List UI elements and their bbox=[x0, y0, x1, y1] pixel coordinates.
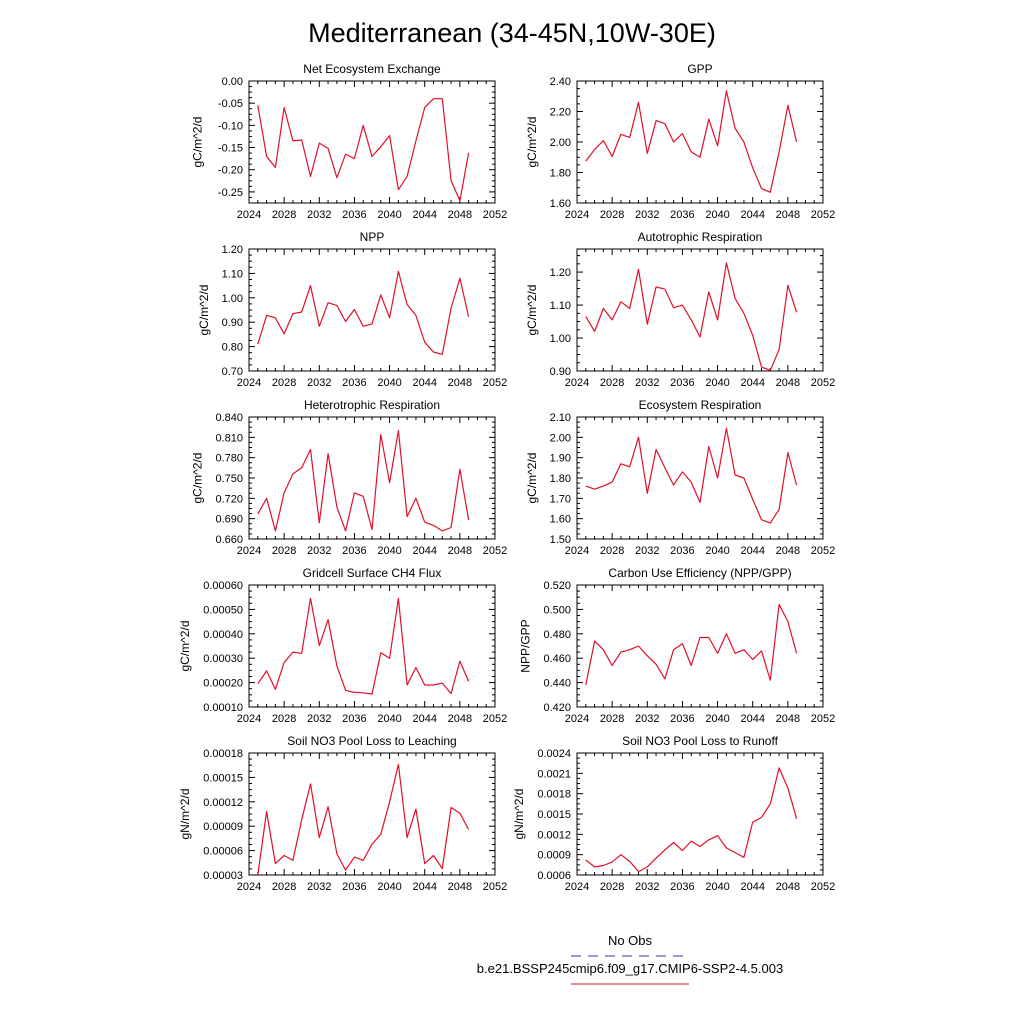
x-tick-label: 2040 bbox=[705, 713, 730, 725]
x-tick-label: 2024 bbox=[236, 713, 262, 725]
y-tick-label: 0.0015 bbox=[537, 809, 571, 821]
x-tick-label: 2032 bbox=[307, 377, 332, 389]
y-axis-label: gC/m^2/d bbox=[190, 452, 205, 504]
x-tick-label: 2036 bbox=[670, 713, 695, 725]
y-tick-label: -0.05 bbox=[217, 98, 243, 111]
x-tick-label: 2028 bbox=[271, 545, 297, 557]
chart-panel-8 bbox=[519, 566, 836, 725]
x-tick-label: 2052 bbox=[482, 209, 508, 221]
x-tick-label: 2052 bbox=[482, 713, 508, 725]
x-tick-label: 2024 bbox=[236, 209, 262, 221]
x-tick-label: 2028 bbox=[599, 713, 625, 725]
x-tick-label: 2024 bbox=[236, 377, 262, 389]
chart-title: Soil NO3 Pool Loss to Leaching bbox=[287, 734, 457, 748]
y-tick-label: 0.460 bbox=[543, 653, 571, 666]
x-tick-label: 2032 bbox=[307, 545, 332, 557]
legend-obs-label: No Obs bbox=[607, 933, 653, 948]
x-tick-label: 2048 bbox=[775, 713, 801, 725]
y-tick-label: 1.20 bbox=[549, 267, 571, 280]
y-tick-label: 0.0009 bbox=[537, 849, 571, 862]
y-tick-label: 0.660 bbox=[215, 534, 243, 546]
y-tick-label: 0.520 bbox=[543, 580, 571, 592]
y-axis-label: gC/m^2/d bbox=[177, 620, 192, 672]
y-axis-label: gC/m^2/d bbox=[524, 284, 539, 336]
y-tick-label: 0.90 bbox=[221, 317, 243, 330]
y-tick-label: 0.720 bbox=[215, 493, 243, 506]
x-tick-label: 2036 bbox=[670, 209, 695, 221]
y-tick-label: 0.00050 bbox=[203, 604, 243, 617]
y-tick-label: 1.50 bbox=[549, 534, 571, 546]
x-tick-label: 2048 bbox=[775, 209, 801, 221]
x-tick-label: 2036 bbox=[670, 545, 695, 557]
y-tick-label: 0.420 bbox=[543, 702, 571, 714]
y-axis-label: gC/m^2/d bbox=[196, 284, 211, 336]
plot-frame bbox=[577, 81, 823, 203]
y-tick-label: 1.80 bbox=[549, 473, 571, 485]
chart-panel-7 bbox=[178, 566, 507, 725]
y-tick-label: 0.0018 bbox=[537, 788, 571, 801]
y-axis-label: gC/m^2/d bbox=[190, 116, 205, 168]
x-tick-label: 2040 bbox=[377, 209, 402, 221]
x-tick-label: 2052 bbox=[810, 377, 836, 389]
x-tick-label: 2040 bbox=[377, 377, 402, 389]
x-tick-label: 2040 bbox=[377, 545, 402, 557]
y-tick-label: 2.00 bbox=[549, 137, 571, 149]
x-tick-label: 2028 bbox=[599, 377, 625, 389]
y-tick-label: 2.10 bbox=[549, 412, 571, 424]
chart-title: Gridcell Surface CH4 Flux bbox=[302, 566, 442, 580]
y-tick-label: 2.40 bbox=[549, 76, 571, 88]
y-tick-label: 1.70 bbox=[549, 493, 571, 506]
legend-model-label: b.e21.BSSP245cmip6.f09_g17.CMIP6-SSP2-4.5.003 bbox=[476, 961, 784, 976]
y-tick-label: 2.00 bbox=[549, 432, 571, 445]
chart-panel-5 bbox=[191, 398, 508, 557]
x-tick-label: 2044 bbox=[740, 545, 765, 557]
y-tick-label: -0.20 bbox=[217, 164, 243, 177]
x-tick-label: 2044 bbox=[412, 209, 437, 221]
y-tick-label: 0.00030 bbox=[203, 653, 243, 666]
x-tick-label: 2052 bbox=[810, 209, 836, 221]
y-tick-label: 0.00009 bbox=[203, 821, 243, 834]
chart-panel-6 bbox=[525, 398, 835, 557]
x-tick-label: 2028 bbox=[599, 209, 625, 221]
chart-panel-2 bbox=[525, 62, 835, 221]
series-line bbox=[258, 598, 469, 694]
plot-frame bbox=[577, 585, 823, 707]
x-tick-label: 2036 bbox=[670, 377, 695, 389]
plot-frame bbox=[249, 81, 495, 203]
x-tick-label: 2024 bbox=[564, 209, 590, 221]
plot-frame bbox=[577, 753, 823, 875]
x-tick-label: 2040 bbox=[377, 713, 402, 725]
y-tick-label: 0.00012 bbox=[203, 796, 243, 809]
x-tick-label: 2052 bbox=[810, 545, 836, 557]
y-axis-label: gN/m^2/d bbox=[512, 788, 527, 840]
x-tick-label: 2052 bbox=[810, 881, 836, 893]
chart-panel-9 bbox=[178, 734, 507, 893]
x-tick-label: 2036 bbox=[342, 545, 367, 557]
chart-panel-10 bbox=[512, 734, 835, 893]
series-line bbox=[586, 768, 797, 872]
x-tick-label: 2048 bbox=[447, 545, 473, 557]
x-tick-label: 2024 bbox=[564, 881, 590, 893]
y-tick-label: 0.70 bbox=[221, 366, 243, 378]
x-tick-label: 2036 bbox=[342, 209, 367, 221]
y-tick-label: 0.0006 bbox=[537, 870, 571, 882]
x-tick-label: 2040 bbox=[705, 209, 730, 221]
y-tick-label: 1.10 bbox=[549, 300, 571, 313]
x-tick-label: 2028 bbox=[271, 713, 297, 725]
plot-frame bbox=[249, 585, 495, 707]
x-tick-label: 2028 bbox=[271, 881, 297, 893]
y-tick-label: 1.10 bbox=[221, 268, 243, 281]
y-tick-label: 0.0024 bbox=[537, 748, 571, 760]
chart-title: Carbon Use Efficiency (NPP/GPP) bbox=[608, 566, 792, 580]
y-tick-label: 1.60 bbox=[549, 513, 571, 526]
chart-title: Heterotrophic Respiration bbox=[303, 398, 441, 412]
y-axis-label: NPP/GPP bbox=[518, 619, 533, 673]
y-tick-label: 1.00 bbox=[221, 292, 243, 305]
series-line bbox=[258, 99, 469, 201]
series-line bbox=[258, 271, 469, 354]
y-tick-label: 0.00006 bbox=[203, 845, 243, 858]
x-tick-label: 2052 bbox=[482, 545, 508, 557]
x-tick-label: 2032 bbox=[635, 881, 660, 893]
x-tick-label: 2028 bbox=[271, 209, 297, 221]
y-tick-label: 2.20 bbox=[549, 106, 571, 119]
chart-panel-1 bbox=[191, 62, 508, 221]
x-tick-label: 2048 bbox=[447, 713, 473, 725]
y-tick-label: 0.0012 bbox=[537, 829, 571, 842]
x-tick-label: 2052 bbox=[482, 881, 508, 893]
x-tick-label: 2048 bbox=[447, 377, 473, 389]
chart-title: Net Ecosystem Exchange bbox=[303, 62, 441, 76]
y-tick-label: 0.480 bbox=[543, 628, 571, 641]
y-tick-label: 1.80 bbox=[549, 167, 571, 180]
x-tick-label: 2036 bbox=[342, 881, 367, 893]
chart-title: GPP bbox=[687, 62, 713, 76]
x-tick-label: 2048 bbox=[775, 881, 801, 893]
x-tick-label: 2032 bbox=[635, 377, 660, 389]
x-tick-label: 2036 bbox=[342, 377, 367, 389]
y-tick-label: 1.90 bbox=[549, 452, 571, 465]
y-tick-label: -0.10 bbox=[217, 120, 243, 133]
y-tick-label: 1.20 bbox=[221, 244, 243, 256]
x-tick-label: 2032 bbox=[307, 209, 332, 221]
y-tick-label: 0.00040 bbox=[203, 628, 243, 641]
series-line bbox=[586, 263, 797, 371]
x-tick-label: 2048 bbox=[447, 881, 473, 893]
x-tick-label: 2028 bbox=[599, 545, 625, 557]
chart-title: Autotrophic Respiration bbox=[637, 230, 763, 244]
y-tick-label: -0.15 bbox=[217, 142, 243, 155]
x-tick-label: 2044 bbox=[412, 545, 437, 557]
y-tick-label: 0.80 bbox=[221, 341, 243, 354]
y-tick-label: 0.810 bbox=[215, 432, 243, 445]
series-line bbox=[586, 91, 797, 192]
x-tick-label: 2052 bbox=[482, 377, 508, 389]
x-tick-label: 2044 bbox=[412, 377, 437, 389]
panels-group bbox=[178, 62, 835, 893]
figure-title: Mediterranean (34-45N,10W-30E) bbox=[308, 18, 716, 48]
x-tick-label: 2044 bbox=[740, 881, 765, 893]
x-tick-label: 2024 bbox=[564, 713, 590, 725]
x-tick-label: 2040 bbox=[705, 545, 730, 557]
x-tick-label: 2048 bbox=[447, 209, 473, 221]
y-tick-label: 1.60 bbox=[549, 198, 571, 210]
chart-title: Ecosystem Respiration bbox=[638, 398, 762, 412]
y-tick-label: 0.0021 bbox=[537, 768, 571, 781]
x-tick-label: 2036 bbox=[342, 713, 367, 725]
x-tick-label: 2028 bbox=[599, 881, 625, 893]
chart-title: Soil NO3 Pool Loss to Runoff bbox=[622, 734, 778, 748]
plot-frame bbox=[577, 249, 823, 371]
x-tick-label: 2044 bbox=[740, 209, 765, 221]
y-tick-label: 0.00 bbox=[221, 76, 243, 88]
chart-title: NPP bbox=[359, 230, 385, 244]
y-tick-label: 0.440 bbox=[543, 677, 571, 690]
y-tick-label: -0.25 bbox=[217, 186, 243, 199]
y-tick-label: 0.00003 bbox=[203, 870, 243, 882]
chart-panel-3 bbox=[197, 230, 507, 389]
x-tick-label: 2032 bbox=[635, 209, 660, 221]
x-tick-label: 2040 bbox=[705, 881, 730, 893]
x-tick-label: 2028 bbox=[271, 377, 297, 389]
y-tick-label: 0.00015 bbox=[203, 772, 243, 785]
x-tick-label: 2024 bbox=[564, 377, 590, 389]
x-tick-label: 2044 bbox=[412, 881, 437, 893]
x-tick-label: 2024 bbox=[236, 545, 262, 557]
x-tick-label: 2048 bbox=[775, 377, 801, 389]
series-line bbox=[258, 764, 469, 875]
y-tick-label: 0.500 bbox=[543, 604, 571, 617]
y-tick-label: 1.00 bbox=[549, 333, 571, 346]
chart-panel-4 bbox=[525, 230, 835, 389]
x-tick-label: 2040 bbox=[377, 881, 402, 893]
y-axis-label: gC/m^2/d bbox=[524, 452, 539, 504]
y-tick-label: 0.00020 bbox=[203, 677, 243, 690]
x-tick-label: 2048 bbox=[775, 545, 801, 557]
x-tick-label: 2040 bbox=[705, 377, 730, 389]
series-line bbox=[258, 431, 469, 531]
y-axis-label: gN/m^2/d bbox=[177, 788, 192, 840]
y-tick-label: 0.750 bbox=[215, 473, 243, 485]
x-tick-label: 2032 bbox=[307, 713, 332, 725]
x-tick-label: 2024 bbox=[236, 881, 262, 893]
series-line bbox=[586, 428, 797, 523]
x-tick-label: 2032 bbox=[635, 545, 660, 557]
x-tick-label: 2044 bbox=[740, 377, 765, 389]
y-tick-label: 0.840 bbox=[215, 412, 243, 424]
x-tick-label: 2044 bbox=[412, 713, 437, 725]
y-axis-label: gC/m^2/d bbox=[524, 116, 539, 168]
x-tick-label: 2036 bbox=[670, 881, 695, 893]
x-tick-label: 2044 bbox=[740, 713, 765, 725]
y-tick-label: 0.00060 bbox=[203, 580, 243, 592]
x-tick-label: 2024 bbox=[564, 545, 590, 557]
y-tick-label: 0.90 bbox=[549, 366, 571, 378]
series-line bbox=[586, 605, 797, 686]
x-tick-label: 2032 bbox=[307, 881, 332, 893]
y-tick-label: 0.780 bbox=[215, 452, 243, 465]
y-tick-label: 0.00018 bbox=[203, 748, 243, 760]
x-tick-label: 2032 bbox=[635, 713, 660, 725]
y-tick-label: 0.00010 bbox=[203, 702, 243, 714]
x-tick-label: 2052 bbox=[810, 713, 836, 725]
y-tick-label: 0.690 bbox=[215, 513, 243, 526]
legend bbox=[477, 933, 783, 984]
plot-frame bbox=[249, 249, 495, 371]
